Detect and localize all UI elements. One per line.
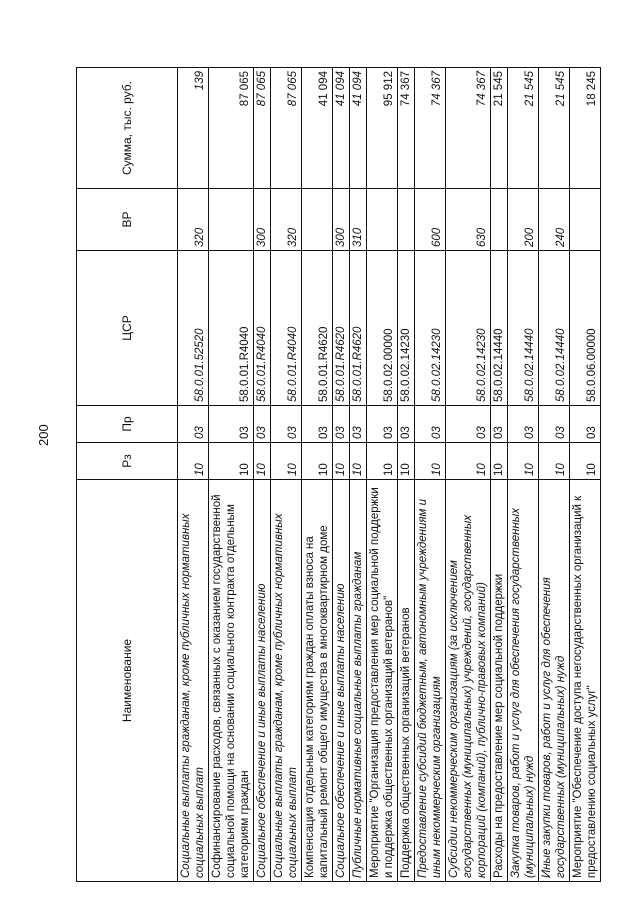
table-row	[415, 68, 446, 882]
cell-sum: 74 367	[446, 68, 491, 189]
cell-rz: 10	[367, 443, 398, 480]
table-row	[333, 68, 350, 882]
table-header-row	[77, 68, 178, 882]
cell-pr: 03	[570, 406, 601, 443]
table-row	[367, 68, 398, 882]
cell-name: Компенсация отдельным категориям граждан оплаты взноса на капитальный ремонт общего имущества в многоквартирном доме	[302, 480, 333, 882]
cell-name: Социальное обеспечение и иные выплаты населению	[254, 480, 271, 882]
header-csr: ЦСР	[77, 251, 178, 406]
cell-rz: 10	[271, 443, 302, 480]
cell-name: Поддержка общественных организаций ветеранов	[398, 480, 415, 882]
cell-csr: 58.0.01.R4620	[333, 251, 350, 406]
cell-csr: 58.0.01.R4620	[350, 251, 367, 406]
cell-sum: 21 545	[539, 68, 570, 189]
cell-rz: 10	[302, 443, 333, 480]
cell-csr: 58.0.02.14230	[446, 251, 491, 406]
table-row	[446, 68, 491, 882]
cell-csr: 58.0.02.14230	[415, 251, 446, 406]
cell-name: Субсидии некоммерческим организациям (за исключением государственных (муниципальных) учреждений, государственных корпораций (компаний), публично-правовых компаний)	[446, 480, 491, 882]
cell-pr: 03	[446, 406, 491, 443]
cell-pr: 03	[302, 406, 333, 443]
cell-pr: 03	[508, 406, 539, 443]
table-row	[570, 68, 601, 882]
cell-sum: 87 065	[209, 68, 254, 189]
table-row	[271, 68, 302, 882]
cell-sum: 74 367	[398, 68, 415, 189]
table-row	[350, 68, 367, 882]
cell-pr: 03	[178, 406, 209, 443]
table-row	[302, 68, 333, 882]
page-number: 200	[36, 424, 51, 446]
cell-rz: 10	[539, 443, 570, 480]
cell-pr: 03	[271, 406, 302, 443]
table-row	[254, 68, 271, 882]
cell-rz: 10	[333, 443, 350, 480]
table-row	[539, 68, 570, 882]
header-vr: ВР	[77, 189, 178, 251]
cell-rz: 10	[350, 443, 367, 480]
cell-sum: 87 065	[254, 68, 271, 189]
cell-pr: 03	[333, 406, 350, 443]
cell-vr: 320	[178, 189, 209, 251]
cell-vr	[302, 189, 333, 251]
cell-rz: 10	[254, 443, 271, 480]
cell-rz: 10	[178, 443, 209, 480]
cell-vr: 630	[446, 189, 491, 251]
cell-sum: 41 094	[333, 68, 350, 189]
cell-pr: 03	[209, 406, 254, 443]
table-row	[491, 68, 508, 882]
cell-name: Мероприятие "Организация предоставления мер социальной поддержки и поддержка общественных организаций ветеранов"	[367, 480, 398, 882]
cell-name: Социальное обеспечение и иные выплаты населению	[333, 480, 350, 882]
cell-vr	[367, 189, 398, 251]
cell-vr: 300	[254, 189, 271, 251]
cell-vr	[398, 189, 415, 251]
cell-rz: 10	[209, 443, 254, 480]
table-row	[178, 68, 209, 882]
cell-sum: 41 094	[350, 68, 367, 189]
cell-name: Мероприятие "Обеспечение доступа негосударственных организаций к предоставлению социальных услуг"	[570, 480, 601, 882]
cell-pr: 03	[539, 406, 570, 443]
cell-pr: 03	[254, 406, 271, 443]
cell-csr: 58.0.01.R4620	[302, 251, 333, 406]
cell-vr	[491, 189, 508, 251]
cell-csr: 58.0.01.R4040	[254, 251, 271, 406]
header-name: Наименование	[77, 480, 178, 882]
cell-name: Социальные выплаты гражданам, кроме публичных нормативных социальных выплат	[271, 480, 302, 882]
table-row	[508, 68, 539, 882]
budget-table-container	[76, 68, 601, 882]
cell-csr: 58.0.01.R4040	[271, 251, 302, 406]
cell-name: Предоставление субсидий бюджетным, автономным учреждениям и иным некоммерческим организациям	[415, 480, 446, 882]
cell-pr: 03	[350, 406, 367, 443]
cell-rz: 10	[491, 443, 508, 480]
cell-name: Софинансирование расходов, связанных с оказанием государственной социальной помощи на основании социального контракта отдельным категориям граждан	[209, 480, 254, 882]
cell-sum: 21 545	[508, 68, 539, 189]
cell-name: Иные закупки товаров, работ и услуг для обеспечения государственных (муниципальных) нужд	[539, 480, 570, 882]
cell-name: Расходы на предоставление мер социальной поддержки	[491, 480, 508, 882]
cell-rz: 10	[446, 443, 491, 480]
cell-rz: 10	[415, 443, 446, 480]
cell-csr: 58.0.02.14440	[539, 251, 570, 406]
cell-sum: 21 545	[491, 68, 508, 189]
header-pr: Пр	[77, 406, 178, 443]
cell-vr: 600	[415, 189, 446, 251]
cell-pr: 03	[491, 406, 508, 443]
cell-pr: 03	[367, 406, 398, 443]
table-row	[398, 68, 415, 882]
cell-name: Закупка товаров, работ и услуг для обеспечения государственных (муниципальных) нужд	[508, 480, 539, 882]
cell-csr: 58.0.01.52520	[178, 251, 209, 406]
cell-vr	[570, 189, 601, 251]
cell-pr: 03	[415, 406, 446, 443]
cell-csr: 58.0.02.14440	[508, 251, 539, 406]
cell-vr: 300	[333, 189, 350, 251]
cell-pr: 03	[398, 406, 415, 443]
cell-rz: 10	[508, 443, 539, 480]
header-rz: Рз	[77, 443, 178, 480]
cell-csr: 58.0.02.14230	[398, 251, 415, 406]
cell-rz: 10	[570, 443, 601, 480]
cell-vr: 240	[539, 189, 570, 251]
cell-sum: 87 065	[271, 68, 302, 189]
budget-table	[76, 67, 601, 882]
cell-csr: 58.0.06.00000	[570, 251, 601, 406]
cell-sum: 41 094	[302, 68, 333, 189]
header-sum: Сумма, тыс. руб.	[77, 68, 178, 189]
cell-sum: 74 367	[415, 68, 446, 189]
cell-vr: 310	[350, 189, 367, 251]
cell-name: Социальные выплаты гражданам, кроме публичных нормативных социальных выплат	[178, 480, 209, 882]
cell-csr: 58.0.02.00000	[367, 251, 398, 406]
cell-sum: 139	[178, 68, 209, 189]
cell-sum: 18 245	[570, 68, 601, 189]
cell-name: Публичные нормативные социальные выплаты гражданам	[350, 480, 367, 882]
cell-vr	[209, 189, 254, 251]
cell-vr: 320	[271, 189, 302, 251]
cell-csr: 58.0.02.14440	[491, 251, 508, 406]
cell-vr: 200	[508, 189, 539, 251]
cell-sum: 95 912	[367, 68, 398, 189]
table-row	[209, 68, 254, 882]
cell-rz: 10	[398, 443, 415, 480]
cell-csr: 58.0.01.R4040	[209, 251, 254, 406]
